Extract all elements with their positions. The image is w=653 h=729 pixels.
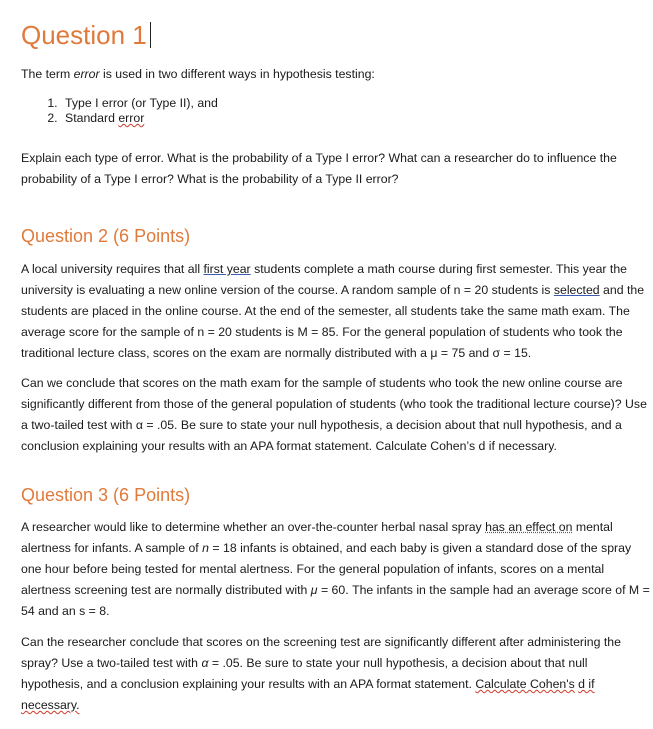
q2-paragraph-1: A local university requires that all first year students complete a math course during first semester. This year the university is evaluating a new online version of the course. A random sample of n = 20 students is selected and the students are placed in the online course. At the end of the semester, all students take the same math exam. The average score for the sample of n = 20 students is M = 85. For the general population of students who took the traditional lecture class, scores on the exam are normally distributed with a μ = 75 and σ = 15.: [21, 262, 645, 360]
text-cursor: [150, 22, 151, 48]
list-item: 1. Type I error (or Type II), and: [61, 96, 218, 111]
list-item: 2. Standard error: [61, 111, 218, 126]
q3-paragraph-2: Can the researcher conclude that scores on the screening test are significantly different after administering the spray? Use a two-tailed test with α = .05. Be sure to state your null hypothesis, a decision about that null hypothesis, and a conclusion explaining your results with an APA format statement. Calculate Cohen's d if necessary.: [21, 635, 621, 712]
spelling-flag[interactable]: Calculate Cohen's: [475, 677, 575, 691]
spelling-flag[interactable]: d if: [578, 677, 595, 691]
q1-body: Explain each type of error. What is the probability of a Type I error? What can a researcher do to influence the probability of a Type I error? What is the probability of a Type II error?: [21, 151, 617, 186]
grammar-flag[interactable]: first year: [203, 262, 251, 276]
spelling-flag[interactable]: error: [118, 111, 145, 125]
q1-error-list: [21, 96, 218, 126]
spelling-flag[interactable]: necessary.: [21, 698, 80, 712]
question-2-title: Question 2 (6 Points): [21, 226, 191, 246]
q2-paragraph-2: Can we conclude that scores on the math exam for the sample of students who took the new online course are significantly different from those of the general population of students (who took the traditional lecture course)? Use a two-tailed test with α = .05. Be sure to state your null hypothesis, a decision about that null hypothesis, and a conclusion explaining your results with an APA format statement. Calculate Cohen’s d if necessary.: [21, 376, 647, 453]
question-1-title: Question 1: [21, 20, 151, 51]
grammar-flag[interactable]: selected: [553, 283, 600, 297]
q3-paragraph-1: A researcher would like to determine whether an over-the-counter herbal nasal spray has an effect on mental alertness for infants. A sample of n = 18 infants is obtained, and each baby is given a standard dose of the spray one hour before being tested for mental alertness. For the general population of infants, scores on a mental alertness screening test are normally distributed with μ = 60. The infants in the sample had an average score of M = 54 and an s = 8.: [21, 520, 650, 618]
q1-intro: The term error is used in two different ways in hypothesis testing:: [21, 67, 375, 81]
question-3-title: Question 3 (6 Points): [21, 485, 191, 505]
grammar-flag[interactable]: has an effect on: [485, 520, 573, 534]
